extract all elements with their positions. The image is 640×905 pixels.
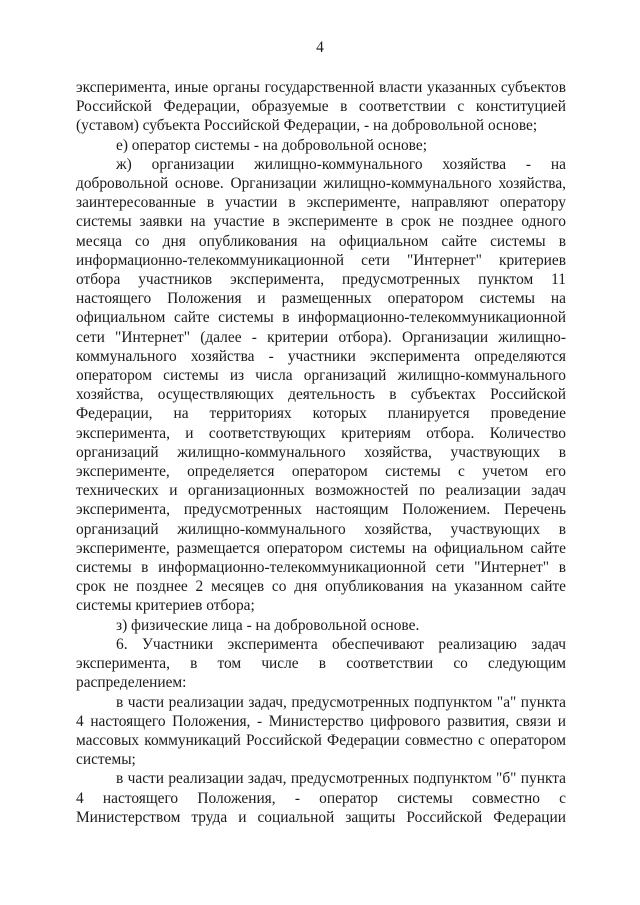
document-body [76, 78, 566, 827]
paragraph-item-e: е) оператор системы - на добровольной основе; [116, 136, 427, 154]
paragraph-item-zh: ж) организации жилищно-коммунального хозяйства - на добровольной основе. Организации жилищно-коммунального хозяйства, заинтересованные в участии в эксперименте, направляют оператору системы заявки на участие в эксперименте в срок не позднее одного месяца со дня опубликования на официальном сайте системы в информационно-телекоммуникационной сети "Интернет" критериев отбора участников эксперимента, предусмотренных пунктом 11 настоящего Положения и размещенных оператором системы на официальном сайте системы в информационно-телекоммуникационной сети "Интернет" (далее - критерии отбора). Организации жилищно-коммунального хозяйства - участники эксперимента определяются оператором системы из числа организаций жилищно-коммунального хозяйства, осуществляющих деятельность в субъектах Российской Федерации, на территориях которых планируется проведение эксперимента, и соответствующих критериям отбора. Количество организаций жилищно-коммунального хозяйства, участвующих в эксперименте, определяется оператором системы с учетом его технических и организационных возможностей по реализации задач эксперимента, предусмотренных настоящим Положением. Перечень организаций жилищно-коммунального хозяйства, участвующих в эксперименте, размещается оператором системы на официальном сайте системы в информационно-телекоммуникационной сети "Интернет" в срок не позднее 2 месяцев со дня опубликования на указанном сайте системы критериев отбора; [76, 155, 566, 615]
paragraph-6-part-b: в части реализации задач, предусмотренных подпунктом "б" пункта 4 настоящего Положения, - оператор системы совместно с Министерством труда и социальной защиты Российской Федерации [76, 770, 566, 826]
paragraph-item-z: з) физические лица - на добровольной основе. [116, 616, 420, 634]
paragraph-continuation: эксперимента, иные органы государственной власти указанных субъектов Российской Федерации, образуемые в соответствии с конституцией (уставом) субъекта Российской Федерации, - на добровольной основе; [76, 79, 566, 135]
page-number: 4 [316, 39, 324, 56]
paragraph-6-part-a: в части реализации задач, предусмотренных подпунктом "а" пункта 4 настоящего Положения, - Министерство цифрового развития, связи и массовых коммуникаций Российской Федерации совместно с оператором системы; [76, 693, 566, 769]
paragraph-6: 6. Участники эксперимента обеспечивают реализацию задач эксперимента, в том числе в соответствии со следующим распределением: [76, 635, 566, 692]
